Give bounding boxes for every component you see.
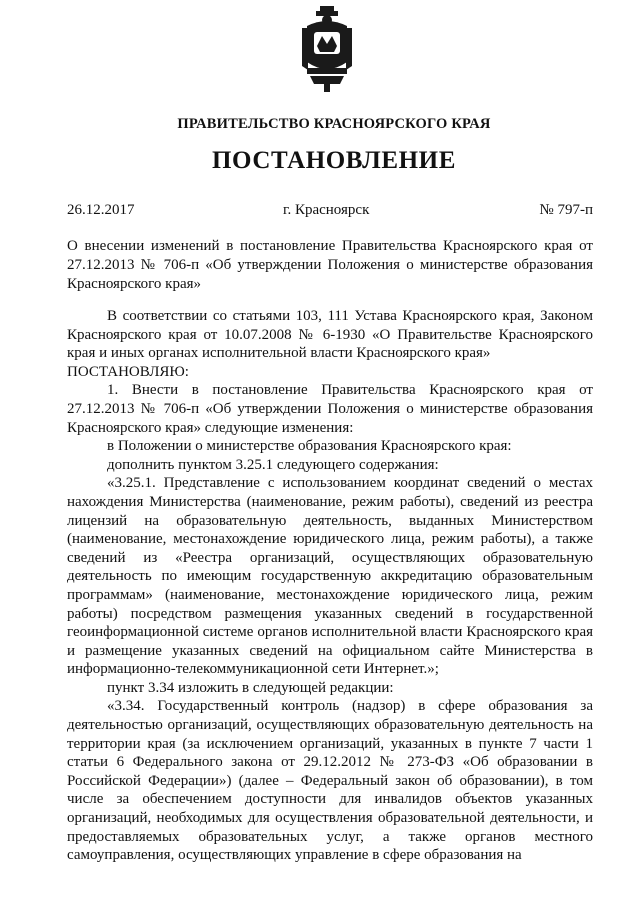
document-number: № 797-п	[539, 202, 593, 218]
krasnoyarsk-coat-of-arms-icon	[302, 6, 352, 94]
document-city: г. Красноярск	[283, 202, 370, 218]
resolve-heading: ПОСТАНОВЛЯЮ:	[67, 363, 189, 380]
preamble-paragraph: В соответствии со статьями 103, 111 Устава Красноярского края, Законом Красноярского края от 10.07.2008 № 6-1930 «О Правительстве Красноярского края и иных органах исполнительной власти Красноярского края»	[67, 308, 593, 362]
document-date: 26.12.2017	[67, 202, 135, 218]
body-paragraph-5: пункт 3.34 изложить в следующей редакции:	[107, 679, 394, 696]
body-paragraph-2: в Положении о министерстве образования Красноярского края:	[107, 438, 512, 455]
body-paragraph-3: дополнить пунктом 3.25.1 следующего содержания:	[107, 456, 439, 473]
document-body	[67, 307, 593, 865]
body-paragraph-1: 1. Внести в постановление Правительства Красноярского края от 27.12.2013 № 706-п «Об утверждении Положения о министерстве образования Красноярского края» следующие изменения:	[67, 382, 593, 436]
organization-title: ПРАВИТЕЛЬСТВО КРАСНОЯРСКОГО КРАЯ	[177, 116, 491, 132]
document-type-title: ПОСТАНОВЛЕНИЕ	[211, 147, 457, 174]
body-paragraph-4: «3.25.1. Представление с использованием координат сведений о местах нахождения Министерства (наименование, режим работы), сведений из реестра лицензий на образовательную деятельность, выданных Министерством (наименование, местонахождение юридического лица, режим работы), а также сведений из «Реестра организаций, осуществляющих образовательную деятельность по имеющим государственную аккредитацию образовательным программам» (наименование, местонахождение юридического лица, режим работы) посредством размещения указанных сведений в государственной геоинформационной системе органов исполнительной власти Красноярского края и размещение указанных сведений на официальном сайте Министерства в информационно-телекоммуникационной сети Интернет.»;	[67, 475, 593, 678]
document-subject: О внесении изменений в постановление Правительства Красноярского края от 27.12.2013 № 706-п «Об утверждении Положения о министерстве образования Красноярского края»	[67, 238, 593, 292]
body-paragraph-6: «3.34. Государственный контроль (надзор) в сфере образования за деятельностью организаций, осуществляющих образовательную деятельность на территории края (за исключением организаций, указанных в пункте 7 части 1 статьи 6 Федерального закона от 29.12.2012 № 273-ФЗ «Об образовании в Российской Федерации») (далее – Федеральный закон об образовании), в том числе за обеспечением доступности для инвалидов объектов указанных организаций, необходимых для осуществления образовательной деятельности, и предоставляемых образовательных услуг, а также органов местного самоуправления, осуществляющих управление в сфере образования на	[67, 698, 593, 864]
